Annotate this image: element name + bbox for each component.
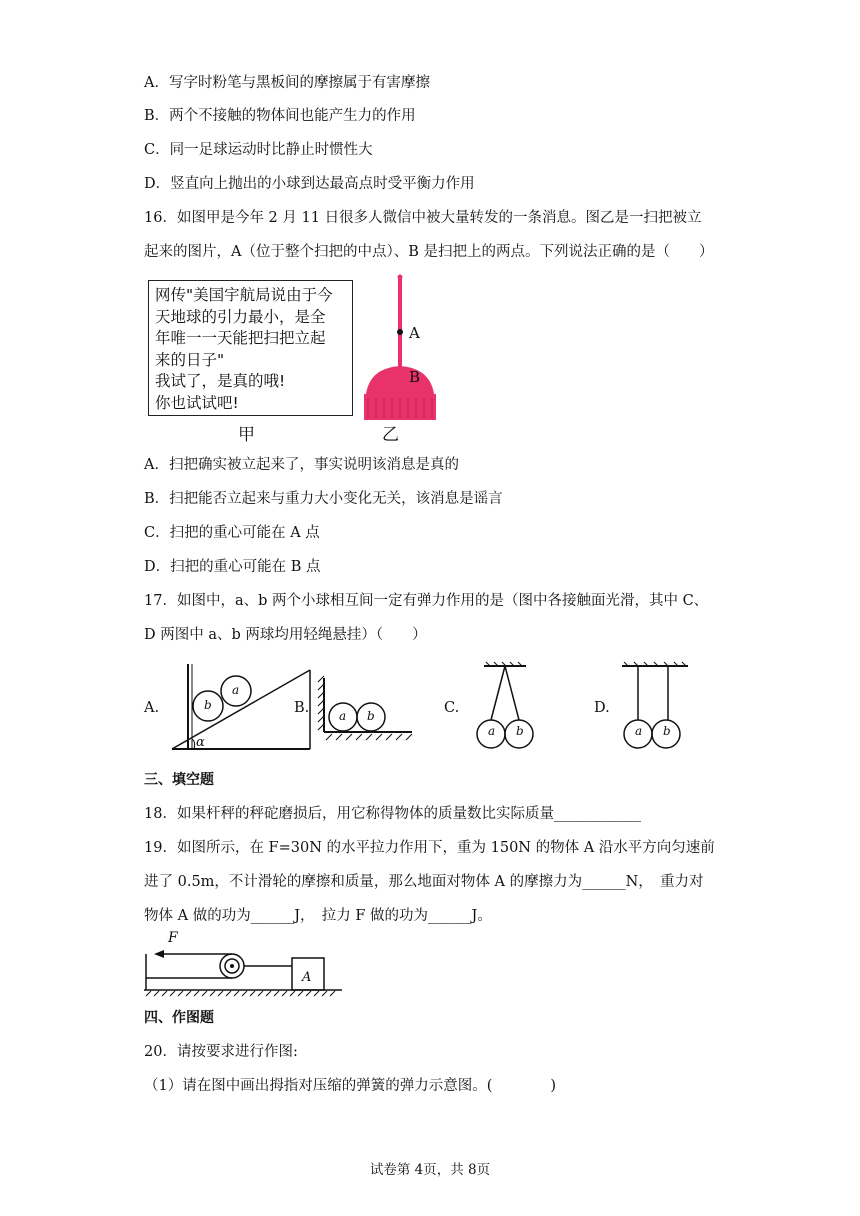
message-line: 年唯一一天能把扫把立起: [155, 329, 326, 347]
q17-label-c: C.: [444, 700, 460, 716]
q17-b-ball-b: b: [367, 709, 375, 723]
point-a-marker: [397, 329, 403, 335]
broom-point-a-label: A: [409, 324, 420, 342]
q17-c-ball-a: a: [488, 724, 496, 738]
q15-option-c: C．同一足球运动时比静止时惯性大: [144, 142, 373, 158]
section-heading-fill-in: 三、填空题: [144, 772, 214, 788]
caption-jia: 甲: [238, 425, 255, 445]
q15-option-d: D．竖直向上抛出的小球到达最高点时受平衡力作用: [144, 176, 475, 192]
pulley-force-label: F: [168, 930, 178, 946]
q17-figure-c: [466, 660, 546, 750]
q20-stem: 20．请按要求进行作图:: [144, 1044, 298, 1060]
broom-handle: [398, 278, 402, 370]
q16-option-b: B．扫把能否立起来与重力大小变化无关，该消息是谣言: [144, 491, 503, 507]
q20-part1: （1）请在图中画出拇指对压缩的弹簧的弹力示意图。( ): [144, 1078, 557, 1094]
q17-label-d: D.: [594, 700, 610, 716]
q15-option-b: B．两个不接触的物体间也能产生力的作用: [144, 108, 416, 124]
q16-stem-line1: 16．如图甲是今年 2 月 11 日很多人微信中被大量转发的一条消息。图乙是一扫把被立: [144, 210, 702, 226]
q17-d-ball-b: b: [663, 724, 671, 738]
section-heading-drawing: 四、作图题: [144, 1010, 214, 1026]
q17-stem-line1: 17．如图中，a、b 两个小球相互间一定有弹力作用的是（图中各接触面光滑，其中 C、: [144, 593, 709, 609]
q17-figure-d: [616, 660, 696, 750]
q16-option-d: D．扫把的重心可能在 B 点: [144, 559, 321, 575]
message-box-figure: [148, 280, 353, 416]
q17-a-ball-a: a: [232, 683, 240, 697]
message-line: 天地球的引力最小，是全: [155, 307, 326, 326]
caption-yi: 乙: [382, 425, 399, 445]
q19-stem-line3: 物体 A 做的功为______J， 拉力 F 做的功为______J。: [144, 908, 492, 924]
q17-a-ball-b: b: [204, 698, 212, 712]
q16-option-c: C．扫把的重心可能在 A 点: [144, 525, 320, 541]
q17-c-ball-b: b: [516, 724, 524, 738]
broom-point-b-label: B: [409, 368, 421, 386]
broom-head: [366, 366, 434, 394]
q17-label-b: B.: [294, 700, 310, 716]
broom-figure: [358, 272, 448, 422]
q19-stem-line1: 19．如图所示，在 F=30N 的水平拉力作用下，重为 150N 的物体 A 沿水平方向匀速前: [144, 840, 715, 856]
message-line: 我试了，是真的哦!: [155, 372, 286, 390]
q16-option-a: A．扫把确实被立起来了，事实说明该消息是真的: [144, 457, 459, 473]
q17-stem-line2: D 两图中 a、b 两球均用轻绳悬挂）（ ）: [144, 627, 427, 643]
message-line: 你也试试吧!: [155, 393, 239, 412]
q15-option-a: A．写字时粉笔与黑板间的摩擦属于有害摩擦: [144, 75, 430, 91]
q17-a-angle: α: [196, 735, 205, 750]
message-line: 来的日子": [155, 350, 225, 369]
q17-b-ball-a: a: [339, 709, 347, 723]
q17-d-ball-a: a: [635, 724, 643, 738]
pulley-block-label: A: [302, 970, 312, 985]
q18-text: 18．如果杆秤的秤砣磨损后，用它称得物体的质量数比实际质量____________: [144, 806, 641, 822]
q16-stem-line2: 起来的图片，A（位于整个扫把的中点）、B 是扫把上的两点。下列说法正确的是（ ）: [144, 244, 714, 260]
page-footer: 试卷第 4页，共 8页: [369, 1162, 491, 1178]
message-line: 网传"美国宇航局说由于今: [155, 286, 333, 304]
q17-figure-b: [316, 672, 416, 742]
q17-label-a: A.: [144, 700, 160, 716]
q19-stem-line2: 进了 0.5m，不计滑轮的摩擦和质量，那么地面对物体 A 的摩擦力为______N， 重力对: [144, 874, 704, 890]
